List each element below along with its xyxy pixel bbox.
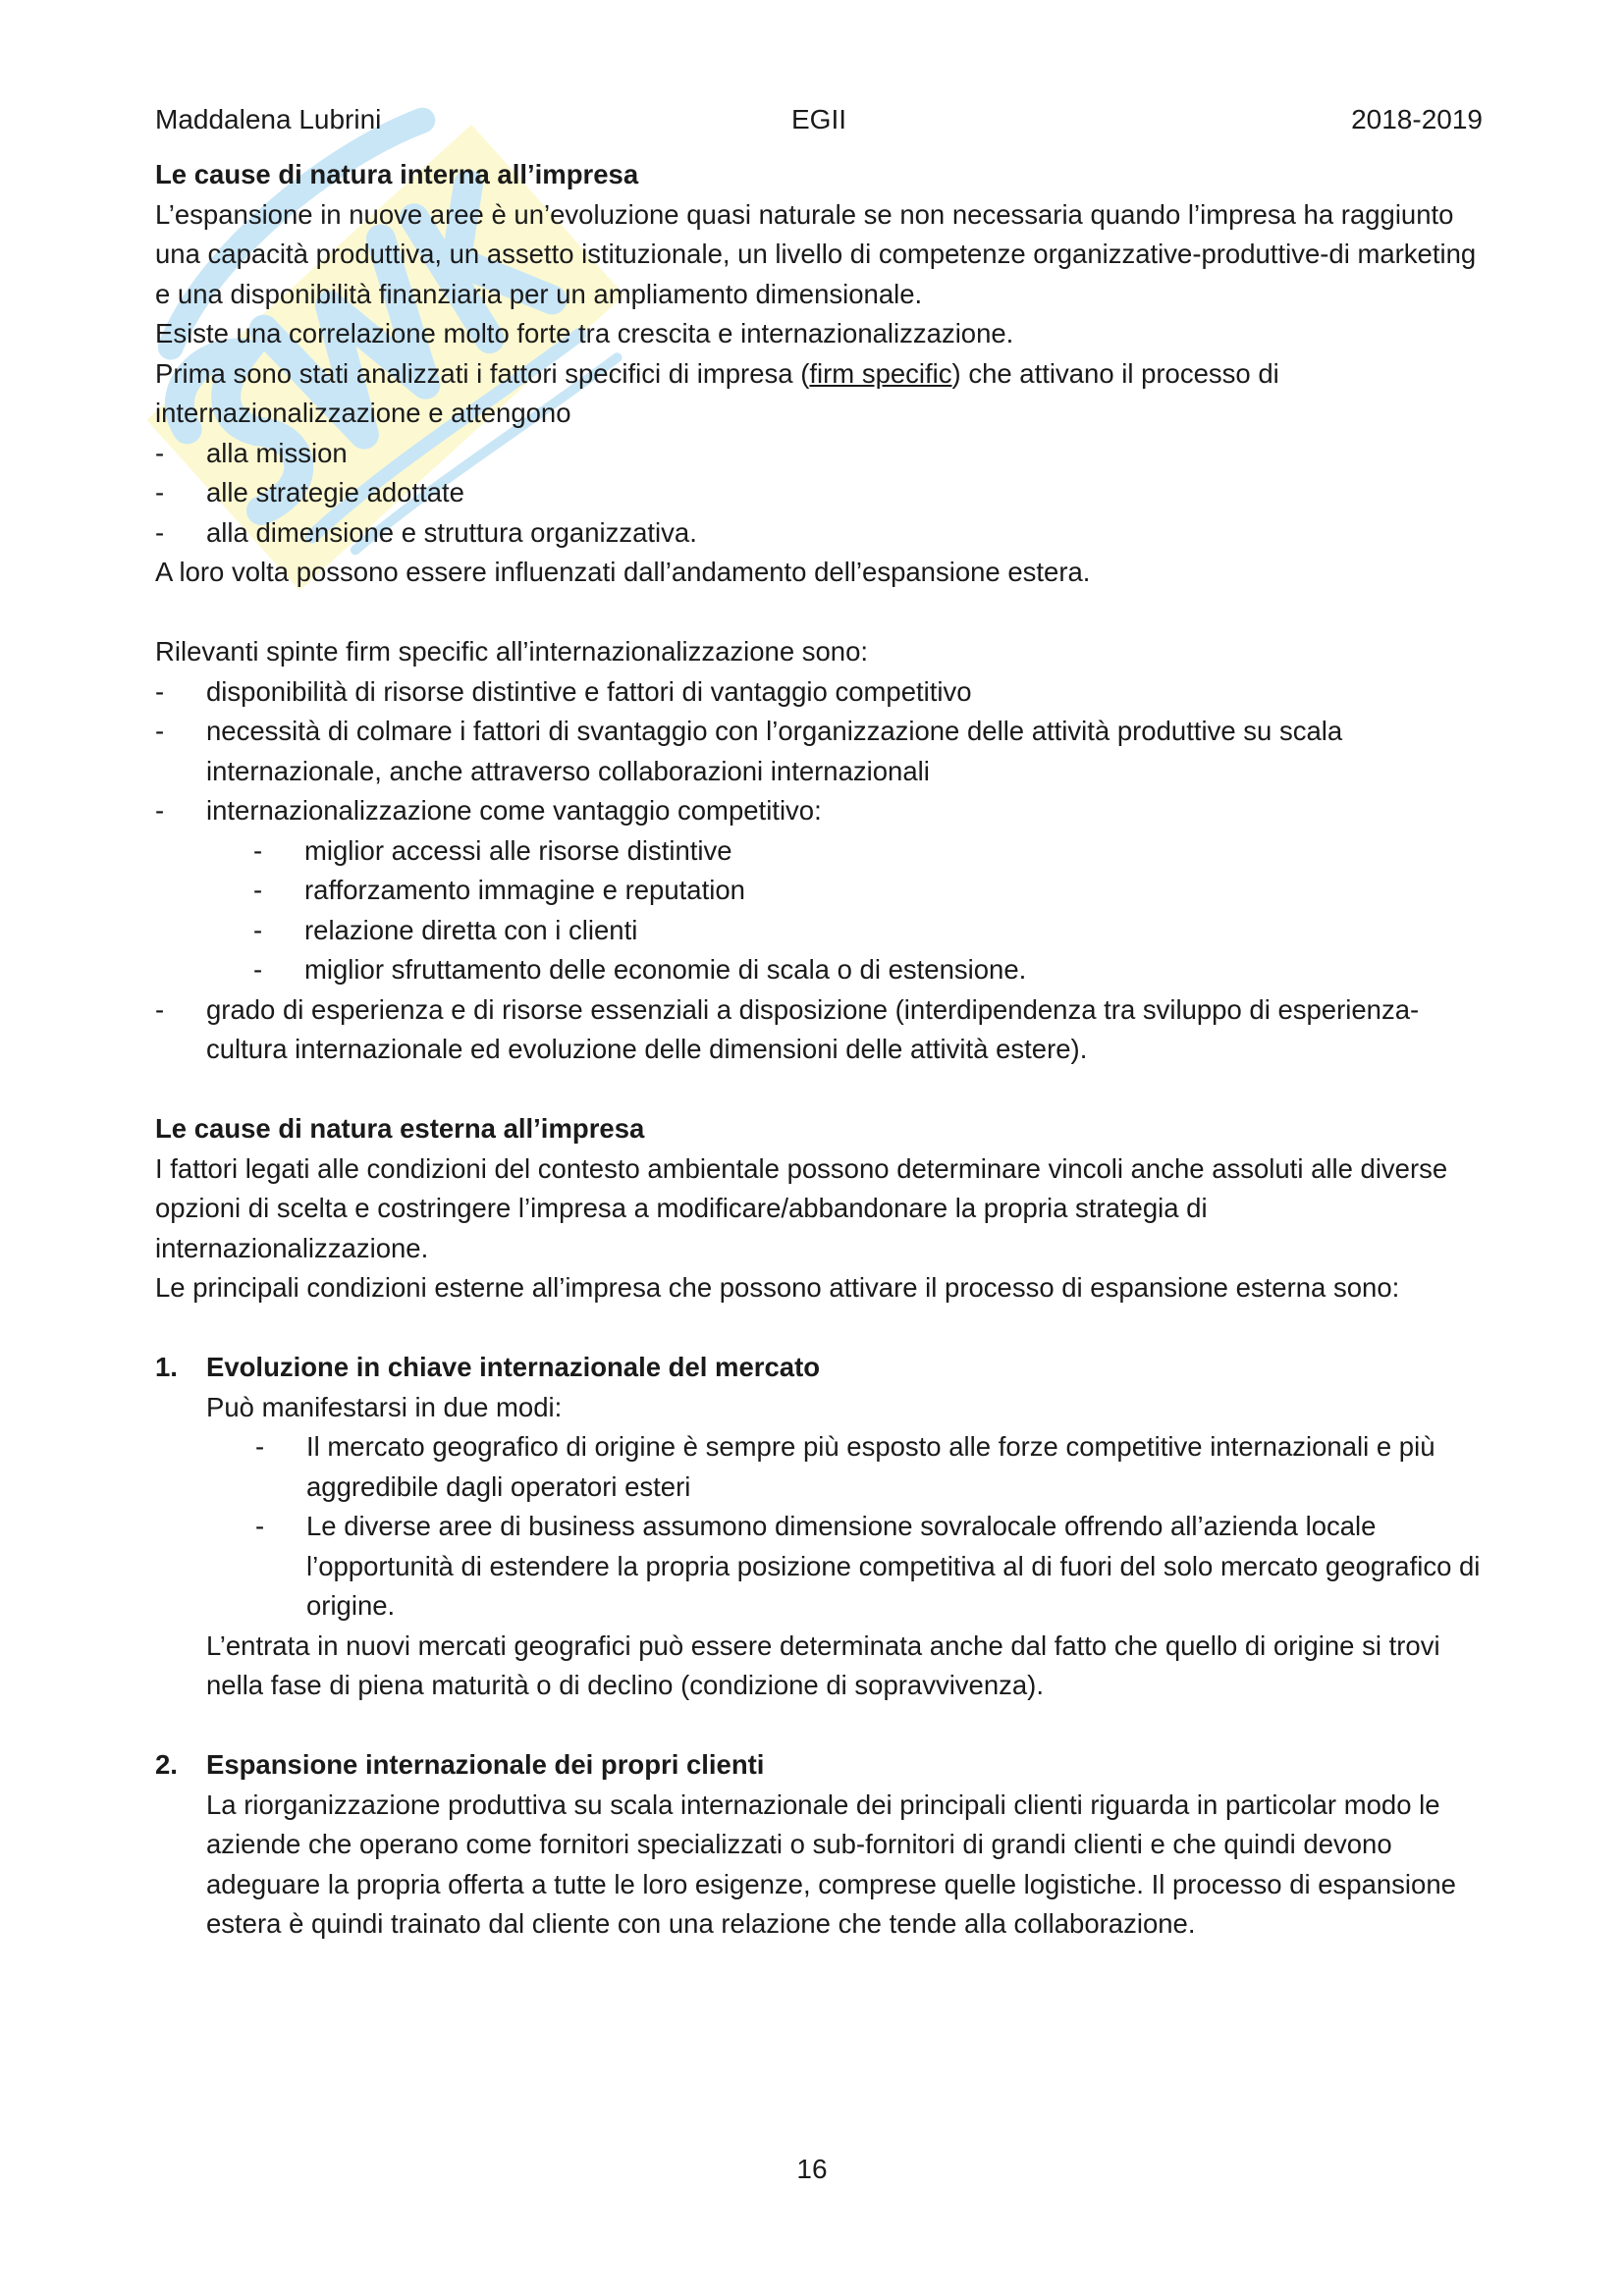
- nested-dash-list: [253, 831, 1487, 990]
- underlined-term: firm specific: [809, 357, 952, 389]
- numbered-item: [155, 1348, 1487, 1706]
- page-number: 16: [796, 2154, 828, 2184]
- paragraph: L’espansione in nuove aree è un’evoluzione quasi naturale se non necessaria quando l’impresa ha raggiunto una capacità produttiva, un assetto istituzionale, un livello di competenze organizzative-produttive-di marketing e una disponibilità finanziaria per un ampliamento dimensionale.: [155, 198, 1477, 309]
- header-course: EGII: [790, 104, 847, 134]
- paragraph: Esiste una correlazione molto forte tra crescita e internazionalizzazione.: [155, 318, 1014, 348]
- paragraph: Può manifestarsi in due modi:: [206, 1391, 563, 1422]
- list-item: - alla dimensione e struttura organizzativa.: [155, 513, 1487, 554]
- paragraph: A loro volta possono essere influenzati dall’andamento dell’espansione estera.: [155, 557, 1091, 587]
- item-number: 1.: [155, 1352, 178, 1382]
- list-item: - grado di esperienza e di risorse essenziali a disposizione (interdipendenza tra sviluppo di esperienza-cultura internazionale ed evoluzione delle dimensioni delle attività estere).: [155, 990, 1487, 1070]
- item-title: Espansione internazionale dei propri clienti: [206, 1749, 765, 1780]
- item-title: Evoluzione in chiave internazionale del mercato: [206, 1352, 821, 1382]
- paragraph: Rilevanti spinte firm specific all’internazionalizzazione sono:: [155, 636, 869, 667]
- list-item: - necessità di colmare i fattori di svantaggio con l’organizzazione delle attività produttive su scala internazionale, anche attraverso collaborazioni internazionali: [155, 712, 1487, 791]
- list-item: - disponibilità di risorse distintive e fattori di vantaggio competitivo: [155, 672, 1487, 713]
- numbered-list: [155, 1348, 1487, 1706]
- page-content: [155, 155, 1487, 1945]
- list-item: - rafforzamento immagine e reputation: [253, 871, 1487, 911]
- paragraph: La riorganizzazione produttiva su scala internazionale dei principali clienti riguarda in particolar modo le aziende che operano come fornitori specializzati o sub-fornitori di grandi clienti e che quindi devono adeguare la propria offerta a tutte le loro esigenze, comprese quelle logistiche. Il processo di espansione estera è quindi trainato dal cliente con una relazione che tende alla collaborazione.: [206, 1789, 1456, 1939]
- dash-list: [155, 434, 1487, 554]
- numbered-list: [155, 1745, 1487, 1945]
- list-item: - alla mission: [155, 434, 1487, 474]
- list-item: - alle strategie adottate: [155, 473, 1487, 513]
- list-item: - Il mercato geografico di origine è sempre più esposto alle forze competitive internazionali e più aggredibile dagli operatori esteri: [255, 1427, 1487, 1507]
- item-number: 2.: [155, 1749, 178, 1780]
- dash-list: [155, 672, 1487, 831]
- list-item: - internazionalizzazione come vantaggio competitivo:: [155, 791, 1487, 831]
- paragraph: L’entrata in nuovi mercati geografici può essere determinata anche dal fatto che quello di origine si trovi nella fase di piena maturità o di declino (condizione di sopravvivenza).: [206, 1629, 1440, 1700]
- header-author: Maddalena Lubrini: [155, 104, 382, 134]
- dash-list: [255, 1427, 1487, 1627]
- header-year: 2018-2019: [1351, 104, 1483, 134]
- page-header: [155, 98, 1483, 141]
- list-item: - miglior sfruttamento delle economie di scala o di estensione.: [253, 950, 1487, 990]
- list-item: - relazione diretta con i clienti: [253, 911, 1487, 951]
- numbered-item: [155, 1745, 1487, 1945]
- paragraph: I fattori legati alle condizioni del contesto ambientale possono determinare vincoli anche assoluti alle diverse opzioni di scelta e costringere l’impresa a modificare/abbandonare la propria strategia di internazionalizzazione.: [155, 1152, 1448, 1263]
- dash-list: [155, 990, 1487, 1070]
- section-external-title: Le cause di natura esterna all’impresa: [155, 1113, 645, 1144]
- list-item: - miglior accessi alle risorse distintive: [253, 831, 1487, 872]
- paragraph: Le principali condizioni esterne all’impresa che possono attivare il processo di espansione esterna sono:: [155, 1272, 1400, 1303]
- section-internal-title: Le cause di natura interna all’impresa: [155, 159, 639, 189]
- paragraph-firm-specific: Prima sono stati analizzati i fattori specifici di impresa (firm specific) che attivano il processo di internazionalizzazione e attengono: [155, 357, 1279, 428]
- list-item: - Le diverse aree di business assumono dimensione sovralocale offrendo all’azienda locale l’opportunità di estendere la propria posizione competitiva al di fuori del solo mercato geografico di origine.: [255, 1507, 1487, 1627]
